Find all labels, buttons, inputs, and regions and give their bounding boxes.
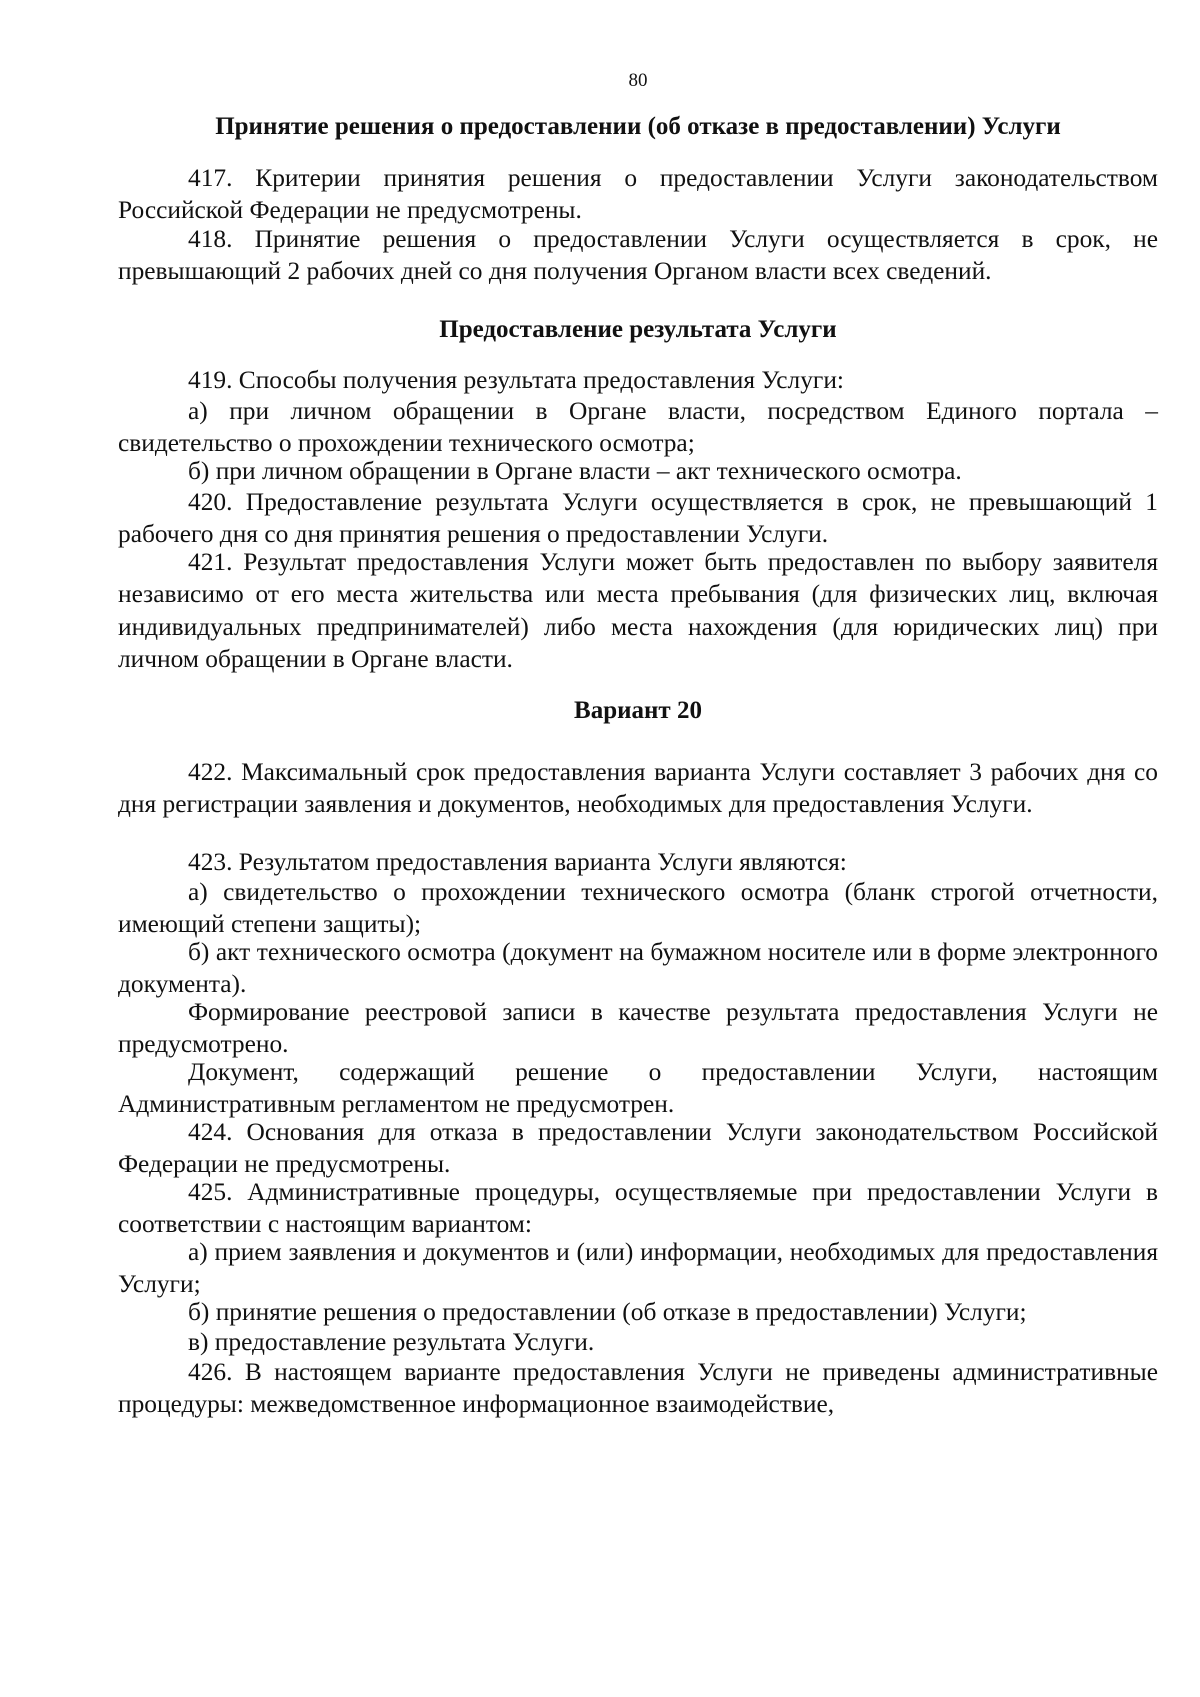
paragraph-421: 421. Результат предоставления Услуги может быть предоставлен по выбору заявителя независимо от его места жительства или места пребывания (для физических лиц, включая индивидуальных предпринимателей) либо места нахождения (для юридических лиц) при личном обращении в Органе власти.: [118, 548, 1158, 674]
paragraph-426: 426. В настоящем варианте предоставления Услуги не приведены административные процедуры: межведомственное информационное взаимодействие,: [118, 1358, 1158, 1419]
paragraph-419-a: а) при личном обращении в Органе власти, посредством Единого портала – свидетельство о прохождении технического осмотра;: [118, 397, 1158, 458]
paragraph-423-a: а) свидетельство о прохождении технического осмотра (бланк строгой отчетности, имеющий степени защиты);: [118, 878, 1158, 939]
paragraph-418: 418. Принятие решения о предоставлении Услуги осуществляется в срок, не превышающий 2 рабочих дней со дня получения Органом власти всех сведений.: [118, 225, 1158, 286]
paragraph-423-b: б) акт технического осмотра (документ на бумажном носителе или в форме электронного документа).: [118, 938, 1158, 999]
paragraph-419: 419. Способы получения результата предоставления Услуги:: [188, 366, 844, 394]
paragraph-419-b: б) при личном обращении в Органе власти – акт технического осмотра.: [188, 457, 962, 485]
paragraph-422: 422. Максимальный срок предоставления варианта Услуги составляет 3 рабочих дня со дня регистрации заявления и документов, необходимых для предоставления Услуги.: [118, 758, 1158, 819]
page-number: 80: [628, 70, 648, 91]
paragraph-417: 417. Критерии принятия решения о предоставлении Услуги законодательством Российской Федерации не предусмотрены.: [118, 164, 1158, 225]
paragraph-420: 420. Предоставление результата Услуги осуществляется в срок, не превышающий 1 рабочего дня со дня принятия решения о предоставлении Услуги.: [118, 488, 1158, 549]
document-page: [118, 0, 1158, 1697]
paragraph-registry-record: Формирование реестровой записи в качестве результата предоставления Услуги не предусмотрено.: [118, 998, 1158, 1059]
paragraph-425-c: в) предоставление результата Услуги.: [188, 1328, 595, 1356]
paragraph-424: 424. Основания для отказа в предоставлении Услуги законодательством Российской Федерации не предусмотрены.: [118, 1118, 1158, 1179]
paragraph-425-b: б) принятие решения о предоставлении (об отказе в предоставлении) Услуги;: [188, 1298, 1027, 1326]
section-heading-variant-20: Вариант 20: [574, 697, 702, 724]
section-heading-result: Предоставление результата Услуги: [439, 316, 837, 343]
paragraph-425-a: а) прием заявления и документов и (или) информации, необходимых для предоставления Услуги;: [118, 1238, 1158, 1299]
paragraph-425: 425. Административные процедуры, осуществляемые при предоставлении Услуги в соответствии с настоящим вариантом:: [118, 1178, 1158, 1239]
paragraph-decision-document: Документ, содержащий решение о предоставлении Услуги, настоящим Административным регламентом не предусмотрен.: [118, 1058, 1158, 1119]
section-heading-decision: Принятие решения о предоставлении (об отказе в предоставлении) Услуги: [215, 113, 1061, 140]
paragraph-423: 423. Результатом предоставления варианта Услуги являются:: [188, 848, 847, 876]
